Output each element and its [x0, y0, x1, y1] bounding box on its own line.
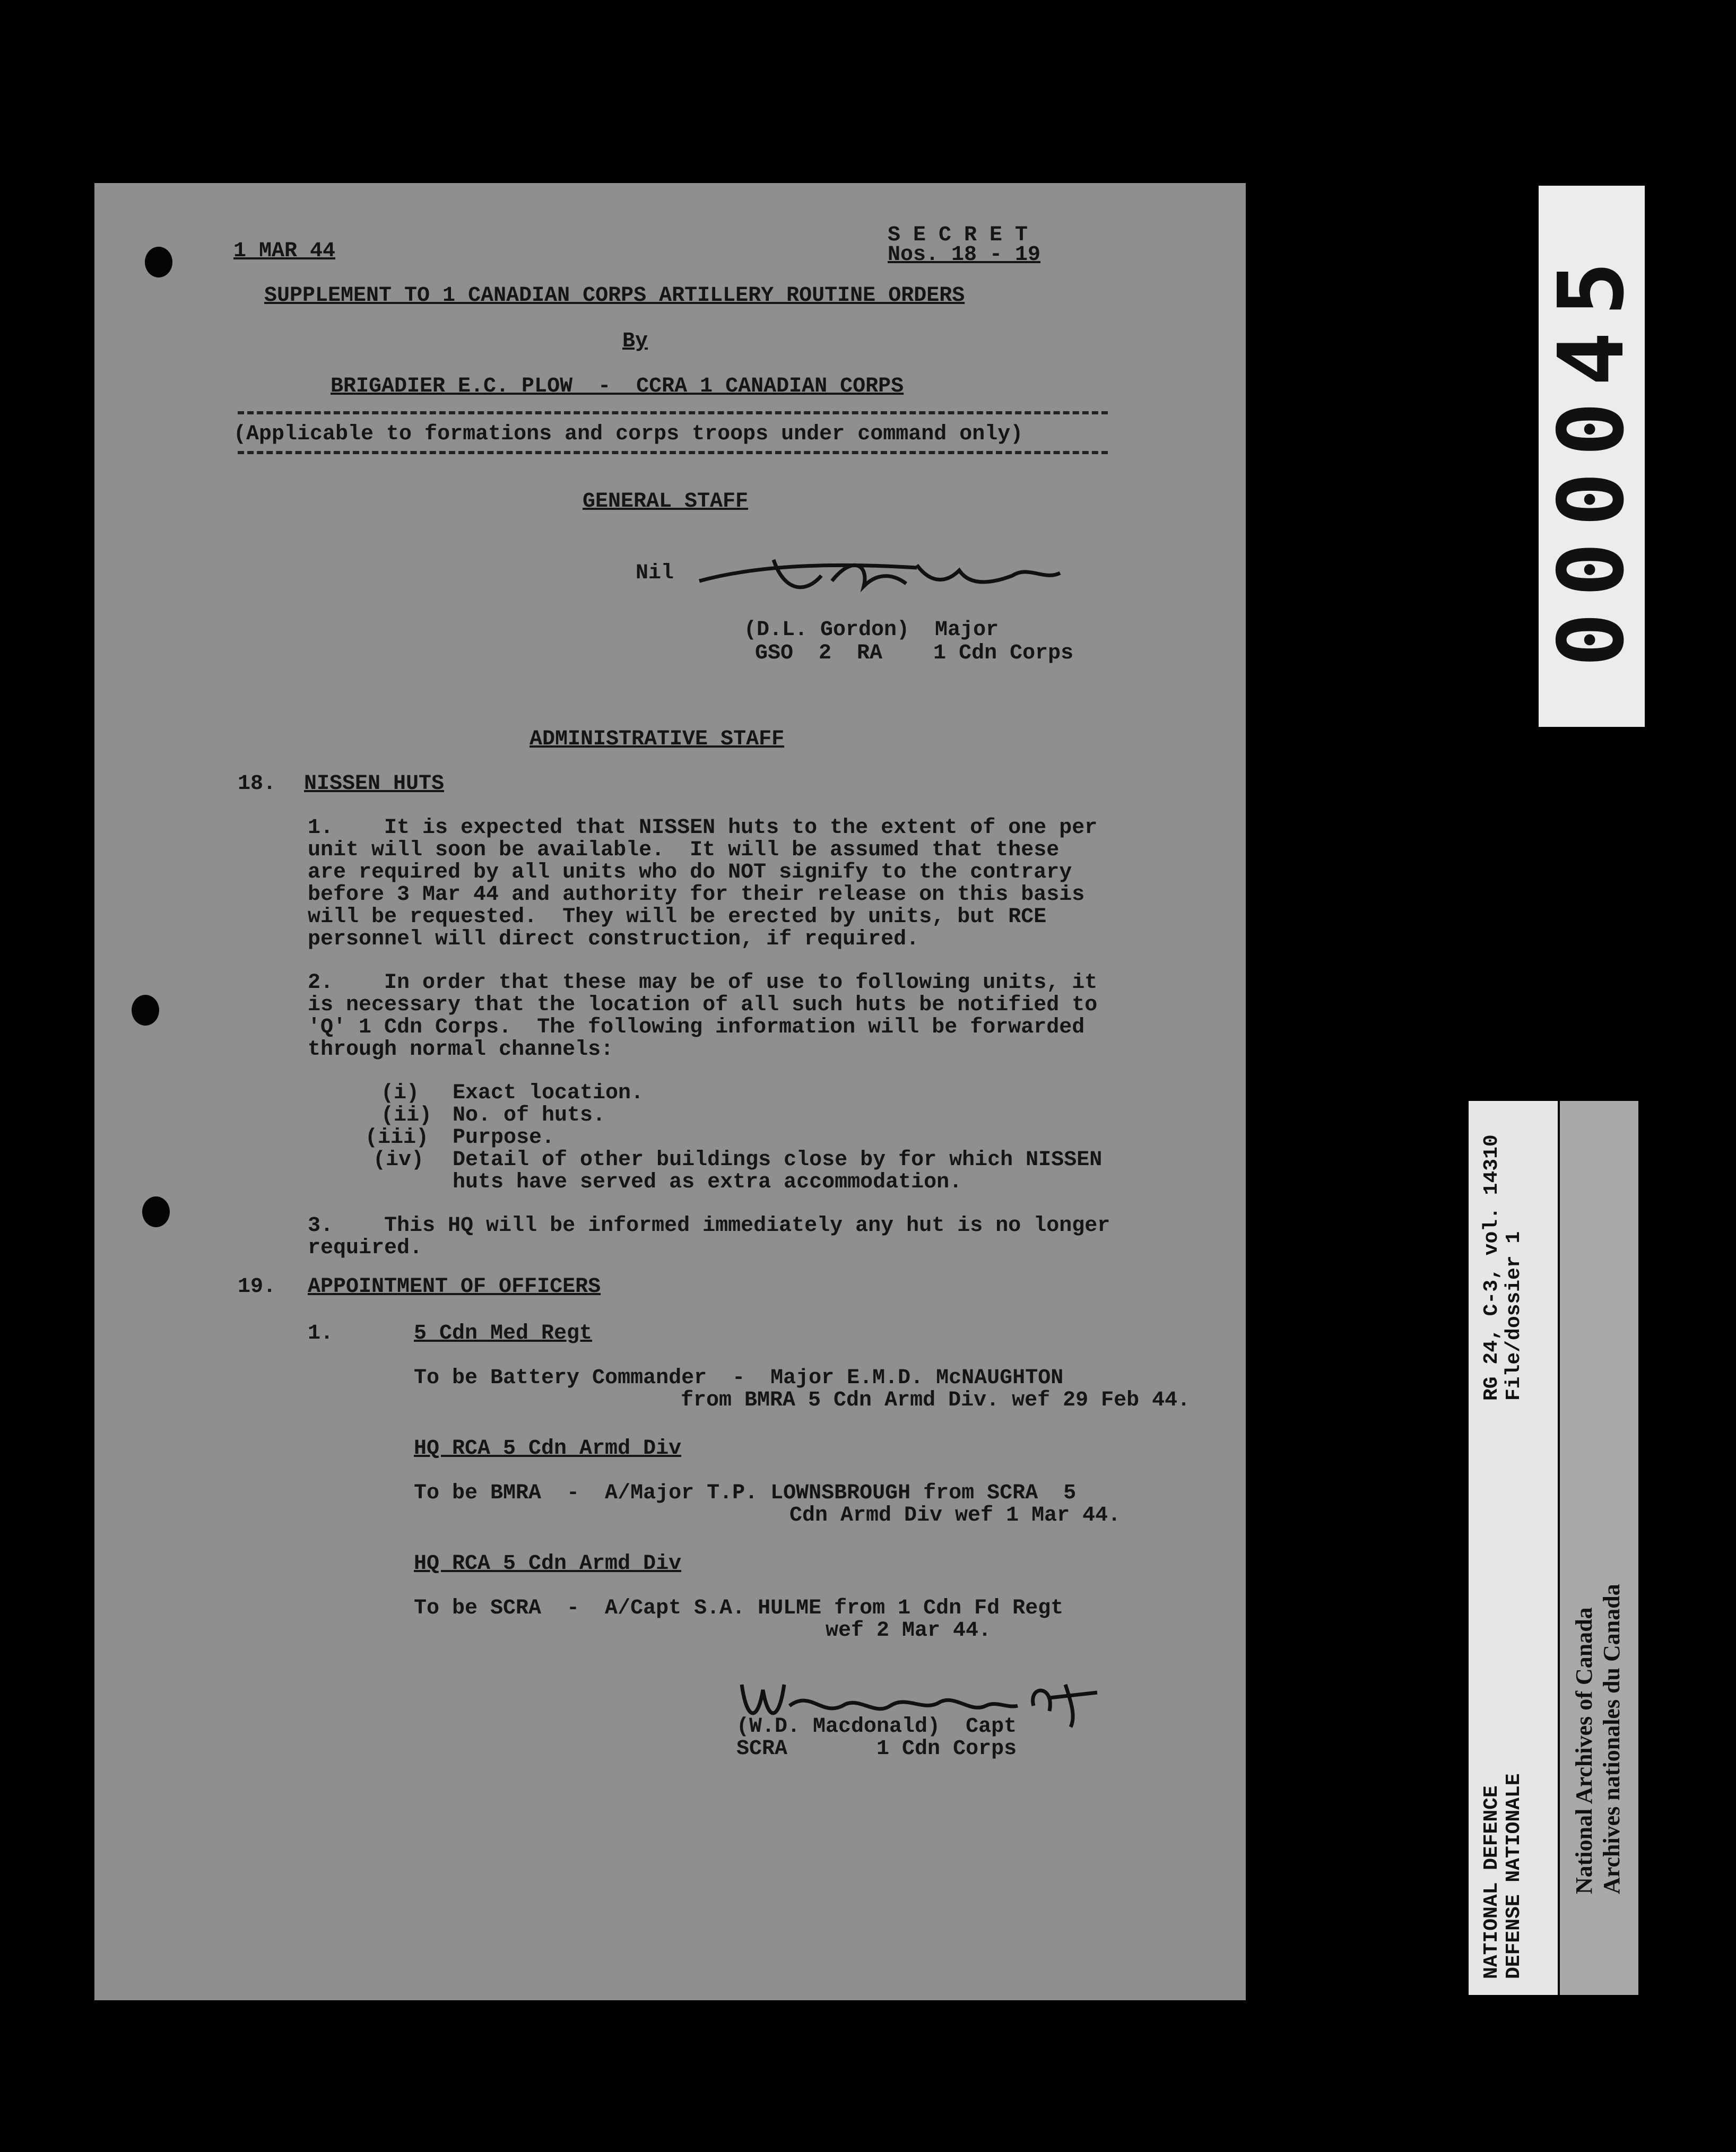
- department-en: NATIONAL DEFENCE: [1480, 1785, 1503, 1979]
- appointment-line: To be Battery Commander - Major E.M.D. McNAUGHTON: [414, 1366, 1064, 1390]
- macdonald-title: SCRA 1 Cdn Corps: [736, 1737, 1017, 1761]
- applicability-note: (Applicable to formations and corps troops under command only): [233, 422, 1023, 446]
- appointment-line: wef 2 Mar 44.: [826, 1619, 992, 1643]
- archives-name-fr: Archives nationales du Canada: [1599, 1584, 1625, 1894]
- signature-gordon: [694, 544, 1065, 602]
- unit-heading: HQ RCA 5 Cdn Armd Div: [414, 1552, 682, 1576]
- document-date: 1 MAR 44: [233, 239, 336, 263]
- appointment-line: from BMRA 5 Cdn Armd Div. wef 29 Feb 44.: [681, 1389, 1191, 1412]
- admin-staff-heading: ADMINISTRATIVE STAFF: [530, 727, 785, 751]
- appointment-line: To be SCRA - A/Capt S.A. HULME from 1 Cdn Fd Regt: [414, 1596, 1064, 1620]
- item19-heading: APPOINTMENT OF OFFICERS: [308, 1275, 601, 1299]
- archive-reference-label: [1469, 1101, 1558, 1995]
- department-fr: DEFENSE NATIONALE: [1503, 1773, 1525, 1979]
- order-numbers: Nos. 18 - 19: [888, 243, 1041, 267]
- archive-file: File/dossier 1: [1503, 1231, 1525, 1401]
- divider: [238, 411, 1108, 414]
- document-page: 1 MAR 44 S E C R E T Nos. 18 - 19 SUPPLEMENT TO 1 CANADIAN CORPS ARTILLERY ROUTINE ORDERS By BRIGADIER E.C. PLOW - CCRA 1 CANADIAN CORPS (Applicable to formations and corps troops under command only) GENERAL STAFF Nil (D.L. Gordon) Major GSO 2 RA 1 Cdn Corps ADMINISTRATIVE STAFF 18. NISSEN HUTS 1. It is expected that NISSEN huts to the extent of one per unit will soon be available. It will be assumed that these are required by all units who do NOT signify to the contrary before 3 Mar 44 and authority for their release on this basis will be requested. They will be erected by units, but RCE personnel will direct construction, if required. 2. In order that these may be of use to following units, it is necessary that the location of all such huts be notified to 'Q' 1 Cdn Corps. The following information will be forwarded through normal channels: (i) Exact location. (ii) No. of huts. (iii) Purpose. (iv) Detail of other buildings close by for which NISSEN huts have served as extra accommodation. 3. This HQ will be informed immediately any hut is no longer required. 19. APPOINTMENT OF OFFICERS 1. 5 Cdn Med Regt To be Battery Commander - Major E.M.D. McNAUGHTON from BMRA 5 Cdn Armd Div. wef 29 Feb 44. HQ RCA 5 Cdn Armd Div To be BMRA - A/Major T.P. LOWNSBROUGH from SCRA 5 Cdn Armd Div wef 1 Mar 44. HQ RCA 5 Cdn Armd Div To be SCRA - A/Capt S.A. HULME from 1 Cdn Fd Regt wef 2 Mar 44. (W.D. Macdonald) Capt SCRA 1 Cdn Corps: [94, 183, 1246, 2000]
- appointment-line: Cdn Armd Div wef 1 Mar 44.: [789, 1504, 1121, 1528]
- frame-number: 000045: [1539, 245, 1644, 667]
- gordon-name: (D.L. Gordon) Major: [744, 618, 999, 642]
- by-line: By: [622, 329, 648, 353]
- macdonald-name: (W.D. Macdonald) Capt: [736, 1715, 1017, 1739]
- classification: S E C R E T: [888, 223, 1028, 247]
- appointment-line: To be BMRA - A/Major T.P. LOWNSBROUGH from SCRA 5: [414, 1481, 1077, 1505]
- divider: [238, 451, 1108, 454]
- punch-hole: [142, 1196, 170, 1227]
- item19-sub-number: 1.: [308, 1322, 334, 1346]
- punch-hole: [132, 995, 159, 1026]
- document-title: SUPPLEMENT TO 1 CANADIAN CORPS ARTILLERY ROUTINE ORDERS: [264, 284, 965, 308]
- item18-number: 18.: [238, 772, 276, 796]
- archives-name-en: National Archives of Canada: [1571, 1607, 1597, 1894]
- punch-hole: [145, 247, 172, 277]
- issuer: BRIGADIER E.C. PLOW - CCRA 1 CANADIAN CORPS: [331, 375, 904, 398]
- frame-number-stamp: [1539, 186, 1645, 727]
- item18-heading: NISSEN HUTS: [304, 772, 445, 796]
- unit-heading: 5 Cdn Med Regt: [414, 1322, 593, 1346]
- gordon-title: GSO 2 RA 1 Cdn Corps: [755, 641, 1074, 665]
- general-staff-content: Nil: [636, 561, 674, 585]
- archive-reference: RG 24, C-3, vol. 14310: [1480, 1134, 1503, 1401]
- general-staff-heading: GENERAL STAFF: [583, 490, 749, 514]
- unit-heading: HQ RCA 5 Cdn Armd Div: [414, 1437, 682, 1461]
- item19-number: 19.: [238, 1275, 276, 1299]
- national-archives-label: [1560, 1101, 1638, 1995]
